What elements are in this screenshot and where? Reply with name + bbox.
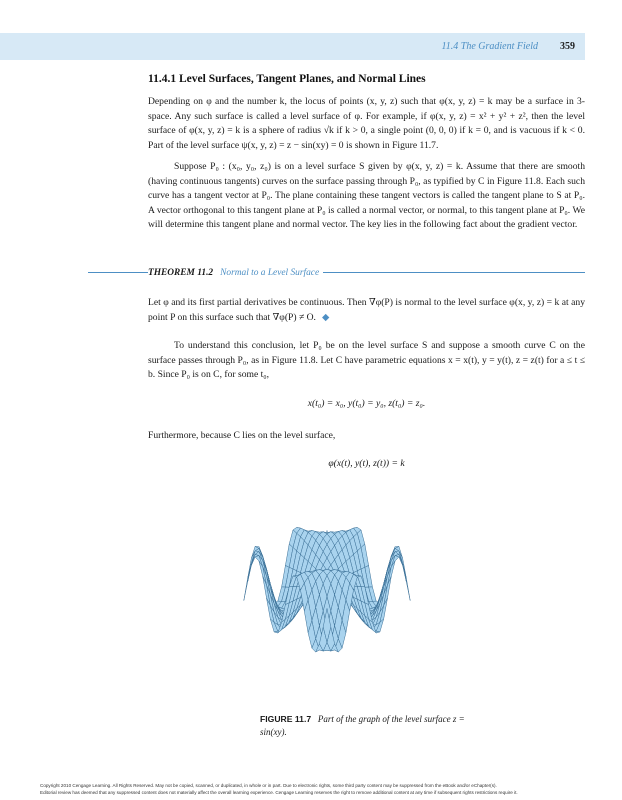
equation-level-curve: φ(x(t), y(t), z(t)) = k xyxy=(328,458,405,469)
section-title: 11.4.1 Level Surfaces, Tangent Planes, and Normal Lines xyxy=(148,73,426,85)
paragraph-tangent-plane: Suppose P₀ : (x₀, y₀, z₀) is on a level surface S given by φ(x, y, z) = k. Assume that there are smooth (having continuous tangents) curves on the surface passing through P₀, as typified by C in Figure 11.8. Each such curve has a tangent vector at P₀. The plane containing these tangent vectors is called the tangent plane to S at P₀. A vector orthogonal to this tangent plane at P₀ is called a normal vector, or normal, to this tangent plane at P₀. We will determine this tangent plane and normal vector. The key lies in the following fact about the gradient vector. xyxy=(148,161,585,231)
theorem-label: THEOREM 11.2 xyxy=(148,268,214,278)
theorem-name: Normal to a Level Surface xyxy=(220,268,320,278)
figure-caption-text: Part of the graph of the level surface z = sin(xy). xyxy=(260,714,465,737)
surface-plot-figure xyxy=(222,490,432,708)
figure-caption xyxy=(260,713,490,739)
paragraph-curve-setup: To understand this conclusion, let P₀ be on the level surface S and suppose a smooth curve C on the surface passes through P₀, as in Figure 11.8. Let C have parametric equations x = x(t), y = y(t), z = z(t) for a ≤ t ≤ b. Since P₀ is on C, for some t₀, xyxy=(148,340,585,381)
theorem-statement-text: Let φ and its first partial derivatives be continuous. Then ∇φ(P) is normal to the level surface φ(x, y, z) = k at any point P on this surface such that ∇φ(P) ≠ O. xyxy=(148,297,585,323)
running-header-title: 11.4 The Gradient Field xyxy=(441,41,538,52)
theorem-end-diamond-icon: ◆ xyxy=(321,311,330,323)
footer-copyright-line2: Editorial review has deemed that any suppressed content does not materially affect the overall learning experience. Cengage Learning reserves the right to remove additional content at any time if subsequent rights restrictions require it. xyxy=(40,790,518,795)
theorem-statement xyxy=(148,296,585,325)
footer-copyright-line1: Copyright 2010 Cengage Learning. All Rights Reserved. May not be copied, scanned, or duplicated, in whole or in part. Due to electronic rights, some third party content may be suppressed from the eBook and/or eChapter(s). xyxy=(40,783,497,788)
equation-initial-point: x(t₀) = x₀, y(t₀) = y₀, z(t₀) = z₀. xyxy=(307,398,426,409)
paragraph-furthermore: Furthermore, because C lies on the level surface, xyxy=(148,430,336,441)
paragraph-level-surfaces: Depending on φ and the number k, the locus of points (x, y, z) such that φ(x, y, z) = k may be a surface in 3-space. Any such surface is called a level surface of φ. For example, if φ(x, y, z) = x² + y² + z², then the level surface of φ(x, y, z) = k is a sphere of radius √k if k > 0, a single point (0, 0, 0) if k = 0, and is vacuous if k < 0. Part of the level surface ψ(x, y, z) = z − sin(xy) = 0 is shown in Figure 11.7. xyxy=(148,96,585,151)
figure-label: FIGURE 11.7 xyxy=(260,714,312,724)
page-number: 359 xyxy=(560,41,575,52)
theorem-heading xyxy=(148,268,323,278)
